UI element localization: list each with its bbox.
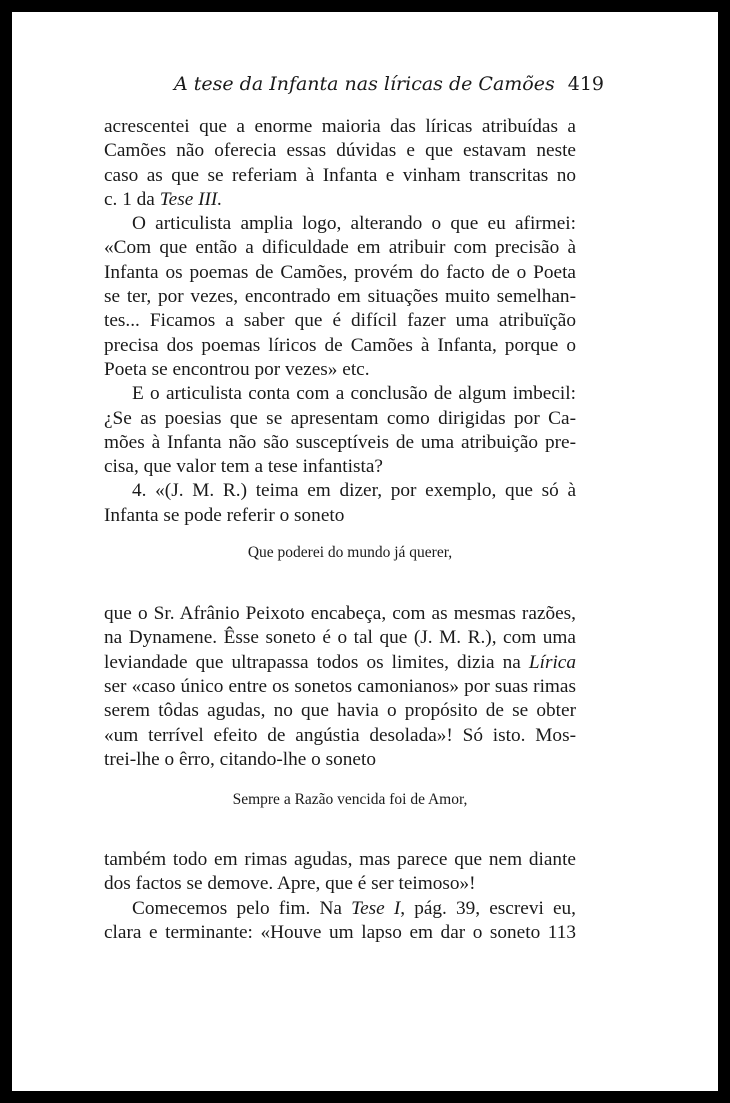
text-line: Infanta se pode referir o soneto [104,504,345,526]
text-line: cisa, que valor tem a tese infantista? [104,456,383,478]
text-line: serem tôdas agudas, no que havia o propósito de se obter [104,700,576,722]
text-line: Poeta se encontrou por vezes» etc. [104,358,370,380]
text-line: Infanta os poemas de Camões, provém do facto de o Poeta [104,261,576,283]
running-title: A tese da Infanta nas líricas de Camões [174,73,555,95]
text-line: tes... Ficamos a saber que é difícil fazer uma atribuïção [104,310,576,332]
text-line: dos factos se demove. Apre, que é ser teimoso»! [104,873,476,895]
page-number: 419 [567,73,604,95]
text-line: ser «caso único entre os sonetos camonianos» por suas rimas [104,675,576,697]
text-line: leviandade que ultrapassa todos os limites, dizia na Lírica [104,651,576,673]
text-line: que o Sr. Afrânio Peixoto encabeça, com as mesmas razões, [104,603,576,625]
text-line: na Dynamene. Êsse soneto é o tal que (J. M. R.), com uma [104,627,576,649]
text-line: se ter, por vezes, encontrado em situações muito semelhan- [104,286,576,308]
text-line: clara e terminante: «Houve um lapso em dar o soneto 113 [104,922,576,944]
text-line: Comecemos pelo fim. Na Tese I, pág. 39, escrevi eu, [132,897,576,919]
text-line: trei-lhe o êrro, citando-lhe o soneto [104,748,376,770]
running-header [174,73,604,95]
text-line: caso as que se referiam à Infanta e vinham transcritas no [104,164,576,186]
text-line: mões à Infanta não são susceptíveis de uma atribuição pre- [104,431,576,453]
text-line: acrescentei que a enorme maioria das líricas atribuídas a [104,116,576,137]
text-line: E o articulista conta com a conclusão de algum imbecil: [132,383,576,405]
body-text [104,115,576,945]
text-line: «um terrível efeito de angústia desolada»! Só isto. Mos- [104,724,576,746]
text-line: 4. «(J. M. R.) teima em dizer, por exemplo, que só à [132,480,576,502]
text-line: ¿Se as poesias que se apresentam como dirigidas por Ca- [104,407,576,429]
verse-quote: Sempre a Razão vencida foi de Amor, [232,791,468,809]
text-line: precisa dos poemas líricos de Camões à Infanta, porque o [104,334,576,356]
verse-quote: Que poderei do mundo já querer, [247,544,453,562]
text-line: «Com que então a dificuldade em atribuir com precisão à [104,237,576,259]
text-line: também todo em rimas agudas, mas parece que nem diante [104,849,576,871]
text-line: c. 1 da Tese III. [104,188,223,210]
text-line: Camões não oferecia essas dúvidas e que estavam neste [104,140,576,162]
text-line: O articulista amplia logo, alterando o que eu afirmei: [132,213,576,235]
